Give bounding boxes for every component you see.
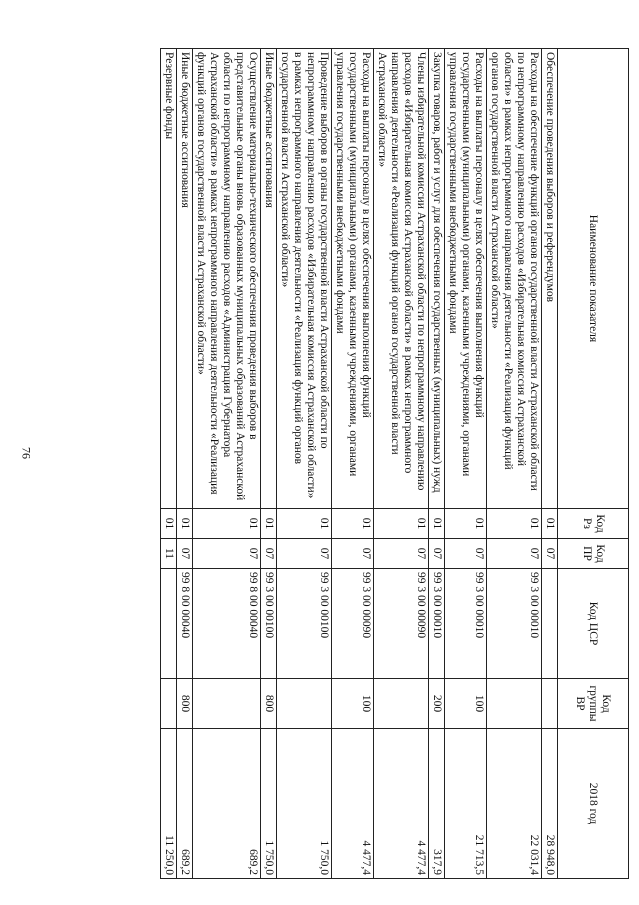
budget-table <box>160 48 629 879</box>
row-name: Иные бюджетные ассигнования <box>261 49 277 509</box>
row-vr: 800 <box>261 679 277 729</box>
row-vr <box>193 679 261 729</box>
row-name: Проведение выборов в органы государственной власти Астраханской области по непрограммному направлению расходов «Избирательная комиссия Астраханской области» в рамках непрограммного направления деятельности «Реализация функций органов государственной власти Астраханской области» <box>277 49 332 509</box>
row-vr <box>374 679 429 729</box>
header-pr: Код ПР <box>558 539 629 569</box>
table-header-row <box>558 49 629 879</box>
row-csr: 99 3 00 00010 <box>487 569 542 679</box>
row-rz: 01 <box>261 509 277 539</box>
row-name: Обеспечение проведения выборов и референдумов <box>542 49 558 509</box>
table-row <box>193 49 261 879</box>
header-csr: Код ЦСР <box>558 569 629 679</box>
row-name: Закупка товаров, работ и услуг для обеспечения государственных (муниципальных) нужд <box>429 49 445 509</box>
row-name: Члены избирательной комиссии Астраханской области по непрограммному направлению расходов «Избирательная комиссия Астраханской области» в рамках непрограммного направления деятельности «Реализация функций органов государственной власти Астраханской области» <box>374 49 429 509</box>
row-rz: 01 <box>542 509 558 539</box>
table-row <box>161 49 177 879</box>
row-amount: 689,2 <box>193 729 261 879</box>
row-pr: 07 <box>542 539 558 569</box>
row-csr <box>542 569 558 679</box>
row-pr: 07 <box>332 539 374 569</box>
row-vr <box>542 679 558 729</box>
row-amount: 28 948,0 <box>542 729 558 879</box>
row-vr <box>487 679 542 729</box>
row-vr <box>161 679 177 729</box>
row-name: Резервные фонды <box>161 49 177 509</box>
header-name: Наименование показателя <box>558 49 629 509</box>
row-vr <box>277 679 332 729</box>
row-rz: 01 <box>277 509 332 539</box>
row-amount: 689,2 <box>177 729 193 879</box>
row-pr: 07 <box>429 539 445 569</box>
row-pr: 07 <box>277 539 332 569</box>
row-pr: 07 <box>487 539 542 569</box>
row-vr: 200 <box>429 679 445 729</box>
table-row <box>487 49 542 879</box>
row-csr: 99 3 00 00100 <box>277 569 332 679</box>
table-row <box>445 49 487 879</box>
row-rz: 01 <box>487 509 542 539</box>
row-csr: 99 3 00 00010 <box>429 569 445 679</box>
row-amount: 11 250,0 <box>161 729 177 879</box>
row-rz: 01 <box>374 509 429 539</box>
row-csr: 99 3 00 00100 <box>261 569 277 679</box>
row-amount: 4 477,4 <box>332 729 374 879</box>
table-row <box>374 49 429 879</box>
table-row <box>429 49 445 879</box>
row-csr: 99 3 00 00090 <box>332 569 374 679</box>
row-amount: 21 713,5 <box>445 729 487 879</box>
row-amount: 1 750,0 <box>277 729 332 879</box>
row-name: Осуществление материально-технического обеспечения проведения выборов в представительные органы вновь образованных муниципальных образований Астраханской области по непрограммному направлению расходов «Администрация Губернатора Астраханской области» в рамках непрограммного направления деятельности «Реализация функций органов государственной власти Астраханской области» <box>193 49 261 509</box>
row-amount: 4 477,4 <box>374 729 429 879</box>
row-rz: 01 <box>332 509 374 539</box>
row-amount: 1 750,0 <box>261 729 277 879</box>
row-csr <box>161 569 177 679</box>
table-row <box>277 49 332 879</box>
rotated-table-wrapper <box>119 48 629 878</box>
row-rz: 01 <box>429 509 445 539</box>
row-csr: 99 3 00 00090 <box>374 569 429 679</box>
row-vr: 800 <box>177 679 193 729</box>
row-name: Расходы на выплаты персоналу в целях обеспечения выполнения функций государственными (муниципальными) органами, казенными учреждениями, органами управления государственными внебюджетными фондами <box>445 49 487 509</box>
row-name: Расходы на обеспечение функций органов государственной власти Астраханской области по непрограммному направлению расходов «Избирательная комиссия Астраханской области» в рамках непрограммного направления деятельности «Реализация функций органов государственной власти Астраханской области» <box>487 49 542 509</box>
row-amount: 317,9 <box>429 729 445 879</box>
row-rz: 01 <box>161 509 177 539</box>
row-pr: 07 <box>193 539 261 569</box>
row-pr: 07 <box>177 539 193 569</box>
row-name: Иные бюджетные ассигнования <box>177 49 193 509</box>
row-csr: 99 8 00 00040 <box>177 569 193 679</box>
page-number: 76 <box>19 447 34 459</box>
row-csr: 99 8 00 00040 <box>193 569 261 679</box>
row-rz: 01 <box>177 509 193 539</box>
table-row <box>332 49 374 879</box>
row-pr: 07 <box>445 539 487 569</box>
table-row <box>177 49 193 879</box>
row-amount: 22 031,4 <box>487 729 542 879</box>
row-pr: 07 <box>261 539 277 569</box>
row-pr: 11 <box>161 539 177 569</box>
row-vr: 100 <box>332 679 374 729</box>
row-rz: 01 <box>445 509 487 539</box>
table-row <box>261 49 277 879</box>
header-vr: Код группы ВР <box>558 679 629 729</box>
row-name: Расходы на выплаты персоналу в целях обеспечения выполнения функций государственными (муниципальными) органами, казенными учреждениями, органами управления государственными внебюджетными фондами <box>332 49 374 509</box>
row-vr: 100 <box>445 679 487 729</box>
table-row <box>542 49 558 879</box>
row-rz: 01 <box>193 509 261 539</box>
row-csr: 99 3 00 00010 <box>445 569 487 679</box>
row-pr: 07 <box>374 539 429 569</box>
header-rz: Код Рз <box>558 509 629 539</box>
header-year: 2018 год <box>558 729 629 879</box>
